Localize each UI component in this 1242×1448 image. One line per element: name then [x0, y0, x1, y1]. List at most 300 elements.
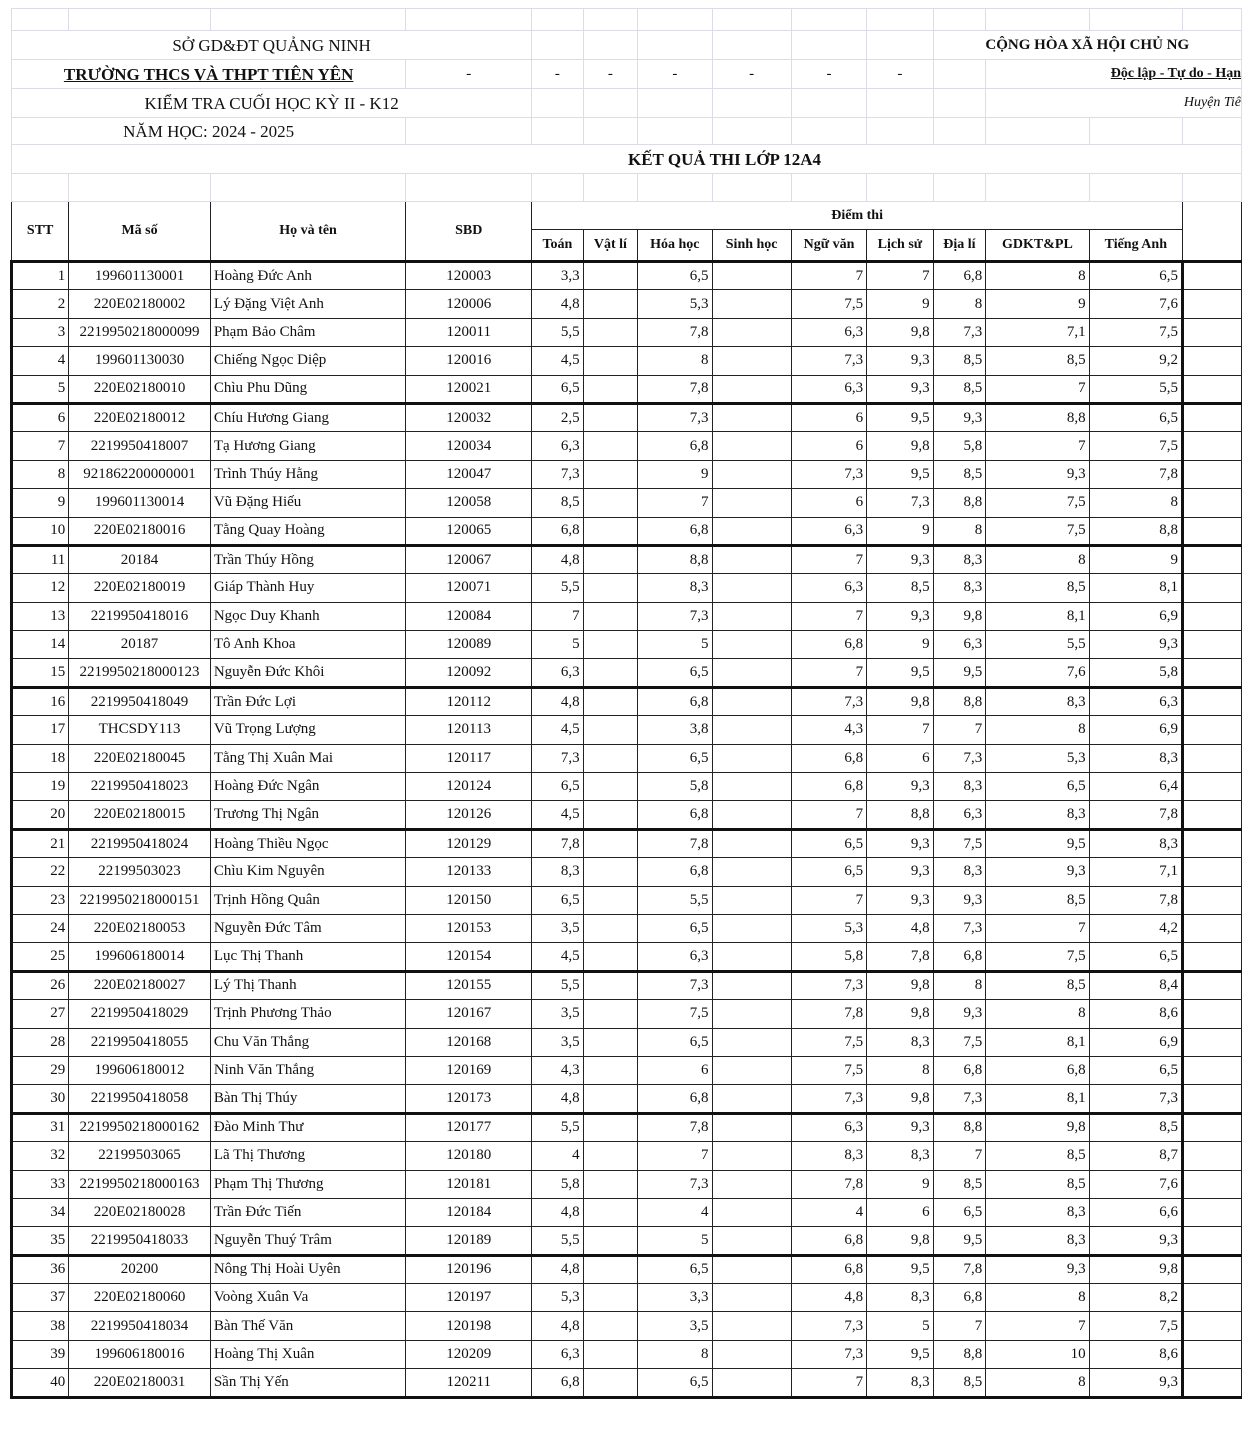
cell-sinhhoc — [712, 1198, 791, 1226]
cell-vatli — [583, 517, 637, 545]
cell-lichsu: 7 — [867, 716, 933, 744]
cell-toan: 8,5 — [532, 489, 583, 517]
cell-hoahoc: 6,5 — [638, 744, 712, 772]
cell-hoten: Trịnh Phương Thảo — [210, 1000, 405, 1028]
cell-toan: 6,5 — [532, 773, 583, 801]
col-hoahoc: Hóa học — [638, 230, 712, 262]
cell-empty — [1183, 1056, 1242, 1084]
cell-gdkt: 8,1 — [986, 602, 1089, 630]
cell-hoahoc: 7,8 — [638, 318, 712, 346]
cell-hoahoc: 6,5 — [638, 1369, 712, 1397]
cell-vatli — [583, 1056, 637, 1084]
cell-diali: 7,5 — [933, 829, 986, 857]
cell-lichsu: 8,3 — [867, 1142, 933, 1170]
cell-hoahoc: 6,8 — [638, 858, 712, 886]
cell-hoahoc: 7 — [638, 1142, 712, 1170]
cell-nguvan: 6,3 — [791, 574, 866, 602]
cell-empty — [1183, 801, 1242, 829]
cell-toan: 5 — [532, 631, 583, 659]
cell-maso: 20200 — [69, 1255, 211, 1283]
cell-gdkt: 8,5 — [986, 1170, 1089, 1198]
cell-gdkt: 8 — [986, 545, 1089, 573]
cell-lichsu: 9,5 — [867, 460, 933, 488]
page-title: KẾT QUẢ THI LỚP 12A4 — [12, 145, 1242, 174]
cell-toan: 4,5 — [532, 801, 583, 829]
cell-diali: 8,5 — [933, 460, 986, 488]
cell-sinhhoc — [712, 1142, 791, 1170]
cell-lichsu: 9 — [867, 631, 933, 659]
cell-diali: 7,3 — [933, 914, 986, 942]
cell-hoten: Đào Minh Thư — [210, 1113, 405, 1141]
cell-stt: 16 — [12, 687, 69, 715]
cell-gdkt: 7 — [986, 1312, 1089, 1340]
cell-tienganh: 8,5 — [1089, 1113, 1182, 1141]
cell-sbd: 120006 — [406, 290, 532, 318]
cell-nguvan: 7,3 — [791, 1085, 866, 1113]
cell-toan: 6,5 — [532, 886, 583, 914]
cell-nguvan: 6,8 — [791, 631, 866, 659]
cell-vatli — [583, 858, 637, 886]
cell-vatli — [583, 971, 637, 999]
table-row — [12, 262, 1242, 290]
cell-diali: 6,8 — [933, 943, 986, 971]
cell-diali: 6,5 — [933, 1198, 986, 1226]
cell-stt: 21 — [12, 829, 69, 857]
table-row — [12, 1312, 1242, 1340]
cell-stt: 24 — [12, 914, 69, 942]
cell-hoten: Hoàng Thị Xuân — [210, 1340, 405, 1368]
cell-toan: 6,8 — [532, 517, 583, 545]
cell-sinhhoc — [712, 375, 791, 403]
cell-tienganh: 5,8 — [1089, 659, 1182, 687]
cell-vatli — [583, 1369, 637, 1397]
cell-sbd: 120155 — [406, 971, 532, 999]
cell-hoahoc: 3,8 — [638, 716, 712, 744]
table-row — [12, 971, 1242, 999]
cell-maso: 2219950418024 — [69, 829, 211, 857]
cell-toan: 5,5 — [532, 1113, 583, 1141]
cell-lichsu: 9,8 — [867, 687, 933, 715]
table-row — [12, 1198, 1242, 1226]
cell-empty — [1183, 1142, 1242, 1170]
cell-hoahoc: 4 — [638, 1198, 712, 1226]
dash-mark: - — [791, 60, 866, 89]
cell-tienganh: 8 — [1089, 489, 1182, 517]
cell-vatli — [583, 943, 637, 971]
cell-toan: 6,5 — [532, 375, 583, 403]
cell-nguvan: 7 — [791, 262, 866, 290]
cell-gdkt: 7,5 — [986, 517, 1089, 545]
cell-vatli — [583, 1255, 637, 1283]
cell-toan: 7,3 — [532, 460, 583, 488]
cell-hoten: Trình Thúy Hằng — [210, 460, 405, 488]
cell-stt: 26 — [12, 971, 69, 999]
cell-gdkt: 8 — [986, 1000, 1089, 1028]
cell-lichsu: 7 — [867, 262, 933, 290]
cell-nguvan: 6,8 — [791, 1255, 866, 1283]
cell-sinhhoc — [712, 886, 791, 914]
cell-nguvan: 6,8 — [791, 773, 866, 801]
table-row — [12, 1170, 1242, 1198]
cell-sbd: 120181 — [406, 1170, 532, 1198]
cell-maso: THCSDY113 — [69, 716, 211, 744]
cell-lichsu: 8,8 — [867, 801, 933, 829]
cell-diali: 8,3 — [933, 858, 986, 886]
cell-diali: 8,5 — [933, 347, 986, 375]
motto: Độc lập - Tự do - Hạn — [986, 60, 1242, 89]
cell-sinhhoc — [712, 262, 791, 290]
table-row — [12, 290, 1242, 318]
cell-maso: 220E02180012 — [69, 403, 211, 431]
table-row — [12, 1028, 1242, 1056]
dash-mark: - — [638, 60, 712, 89]
cell-stt: 35 — [12, 1227, 69, 1255]
cell-sbd: 120167 — [406, 1000, 532, 1028]
cell-diali: 9,8 — [933, 602, 986, 630]
cell-lichsu: 9,5 — [867, 403, 933, 431]
cell-empty — [1183, 773, 1242, 801]
cell-sinhhoc — [712, 829, 791, 857]
cell-maso: 22199503065 — [69, 1142, 211, 1170]
cell-stt: 2 — [12, 290, 69, 318]
cell-toan: 7,3 — [532, 744, 583, 772]
cell-tienganh: 7,5 — [1089, 432, 1182, 460]
cell-empty — [1183, 489, 1242, 517]
cell-sbd: 120112 — [406, 687, 532, 715]
cell-tienganh: 8,7 — [1089, 1142, 1182, 1170]
cell-diali: 6,8 — [933, 1284, 986, 1312]
cell-hoahoc: 3,5 — [638, 1312, 712, 1340]
table-row — [12, 1255, 1242, 1283]
cell-toan: 7 — [532, 602, 583, 630]
cell-diali: 9,5 — [933, 1227, 986, 1255]
cell-gdkt: 8,5 — [986, 971, 1089, 999]
cell-gdkt: 6,8 — [986, 1056, 1089, 1084]
cell-vatli — [583, 1312, 637, 1340]
cell-nguvan: 7 — [791, 602, 866, 630]
cell-hoahoc: 9 — [638, 460, 712, 488]
table-row — [12, 858, 1242, 886]
cell-empty — [1183, 631, 1242, 659]
cell-sbd: 120058 — [406, 489, 532, 517]
cell-lichsu: 9,3 — [867, 1113, 933, 1141]
results-table — [10, 8, 1242, 1399]
cell-hoten: Nguyễn Thuý Trâm — [210, 1227, 405, 1255]
cell-lichsu: 4,8 — [867, 914, 933, 942]
cell-stt: 31 — [12, 1113, 69, 1141]
cell-sbd: 120197 — [406, 1284, 532, 1312]
cell-empty — [1183, 1255, 1242, 1283]
cell-gdkt: 9,3 — [986, 460, 1089, 488]
cell-vatli — [583, 290, 637, 318]
cell-diali: 7,3 — [933, 1085, 986, 1113]
table-row — [12, 943, 1242, 971]
cell-maso: 199601130001 — [69, 262, 211, 290]
cell-tienganh: 6,5 — [1089, 403, 1182, 431]
cell-lichsu: 9,8 — [867, 1085, 933, 1113]
cell-nguvan: 7,8 — [791, 1000, 866, 1028]
cell-lichsu: 9,3 — [867, 773, 933, 801]
cell-hoahoc: 8,3 — [638, 574, 712, 602]
cell-stt: 23 — [12, 886, 69, 914]
dash-mark: - — [712, 60, 791, 89]
cell-nguvan: 7,3 — [791, 460, 866, 488]
cell-hoten: Bàn Thị Thúy — [210, 1085, 405, 1113]
cell-hoten: Bàn Thế Văn — [210, 1312, 405, 1340]
cell-empty — [1183, 1113, 1242, 1141]
cell-toan: 5,3 — [532, 1284, 583, 1312]
cell-stt: 19 — [12, 773, 69, 801]
cell-diali: 9,3 — [933, 886, 986, 914]
table-row — [12, 1340, 1242, 1368]
cell-gdkt: 8,5 — [986, 347, 1089, 375]
cell-tienganh: 7,8 — [1089, 801, 1182, 829]
cell-vatli — [583, 773, 637, 801]
cell-sinhhoc — [712, 403, 791, 431]
cell-tienganh: 9,3 — [1089, 631, 1182, 659]
cell-hoahoc: 6,5 — [638, 914, 712, 942]
cell-nguvan: 7,3 — [791, 1340, 866, 1368]
cell-maso: 921862200000001 — [69, 460, 211, 488]
cell-sinhhoc — [712, 318, 791, 346]
cell-stt: 9 — [12, 489, 69, 517]
cell-hoahoc: 7,5 — [638, 1000, 712, 1028]
cell-sinhhoc — [712, 943, 791, 971]
cell-nguvan: 5,3 — [791, 914, 866, 942]
cell-sinhhoc — [712, 489, 791, 517]
cell-stt: 22 — [12, 858, 69, 886]
cell-hoahoc: 8,8 — [638, 545, 712, 573]
cell-lichsu: 9,3 — [867, 545, 933, 573]
cell-diali: 8,5 — [933, 375, 986, 403]
cell-lichsu: 7,8 — [867, 943, 933, 971]
cell-gdkt: 8,3 — [986, 687, 1089, 715]
cell-maso: 220E02180015 — [69, 801, 211, 829]
cell-sbd: 120209 — [406, 1340, 532, 1368]
cell-sbd: 120021 — [406, 375, 532, 403]
cell-hoten: Phạm Thị Thương — [210, 1170, 405, 1198]
cell-sinhhoc — [712, 432, 791, 460]
cell-stt: 33 — [12, 1170, 69, 1198]
cell-vatli — [583, 1113, 637, 1141]
cell-diali: 6,3 — [933, 631, 986, 659]
cell-lichsu: 9,5 — [867, 659, 933, 687]
cell-stt: 7 — [12, 432, 69, 460]
cell-hoten: Vũ Đặng Hiếu — [210, 489, 405, 517]
cell-sbd: 120168 — [406, 1028, 532, 1056]
cell-sinhhoc — [712, 1170, 791, 1198]
cell-lichsu: 9,3 — [867, 886, 933, 914]
cell-hoten: Hoàng Thiều Ngọc — [210, 829, 405, 857]
cell-nguvan: 7,5 — [791, 290, 866, 318]
cell-diali: 7,5 — [933, 1028, 986, 1056]
cell-hoten: Tằng Thị Xuân Mai — [210, 744, 405, 772]
cell-sbd: 120032 — [406, 403, 532, 431]
cell-tienganh: 8,4 — [1089, 971, 1182, 999]
table-row — [12, 460, 1242, 488]
cell-sinhhoc — [712, 1369, 791, 1397]
cell-nguvan: 6,5 — [791, 829, 866, 857]
cell-sbd: 120034 — [406, 432, 532, 460]
cell-vatli — [583, 1227, 637, 1255]
cell-lichsu: 9,8 — [867, 318, 933, 346]
cell-vatli — [583, 801, 637, 829]
cell-gdkt: 5,3 — [986, 744, 1089, 772]
cell-nguvan: 4,8 — [791, 1284, 866, 1312]
cell-stt: 27 — [12, 1000, 69, 1028]
cell-hoten: Ngọc Duy Khanh — [210, 602, 405, 630]
cell-hoten: Lý Thị Thanh — [210, 971, 405, 999]
cell-toan: 6,3 — [532, 1340, 583, 1368]
exam-name: KIỂM TRA CUỐI HỌC KỲ II - K12 — [12, 89, 532, 118]
cell-empty — [1183, 545, 1242, 573]
cell-sbd: 120150 — [406, 886, 532, 914]
cell-nguvan: 7,5 — [791, 1028, 866, 1056]
cell-vatli — [583, 1142, 637, 1170]
cell-empty — [1183, 744, 1242, 772]
cell-vatli — [583, 318, 637, 346]
dash-mark: - — [406, 60, 532, 89]
department-name: SỞ GD&ĐT QUẢNG NINH — [12, 31, 532, 60]
table-row — [12, 602, 1242, 630]
cell-nguvan: 7 — [791, 659, 866, 687]
cell-tienganh: 8,1 — [1089, 574, 1182, 602]
cell-lichsu: 8 — [867, 1056, 933, 1084]
cell-maso: 2219950218000151 — [69, 886, 211, 914]
table-row — [12, 801, 1242, 829]
col-toan: Toán — [532, 230, 583, 262]
cell-hoahoc: 7,3 — [638, 1170, 712, 1198]
cell-lichsu: 9,3 — [867, 375, 933, 403]
cell-hoten: Hoàng Đức Ngân — [210, 773, 405, 801]
col-sbd: SBD — [406, 202, 532, 262]
cell-stt: 37 — [12, 1284, 69, 1312]
col-lichsu: Lịch sử — [867, 230, 933, 262]
cell-sinhhoc — [712, 971, 791, 999]
table-row — [12, 1142, 1242, 1170]
cell-diali: 5,8 — [933, 432, 986, 460]
cell-vatli — [583, 744, 637, 772]
cell-vatli — [583, 1340, 637, 1368]
cell-maso: 220E02180002 — [69, 290, 211, 318]
cell-gdkt: 7,5 — [986, 489, 1089, 517]
cell-gdkt: 6,5 — [986, 773, 1089, 801]
cell-nguvan: 7,8 — [791, 1170, 866, 1198]
cell-hoahoc: 6,5 — [638, 262, 712, 290]
cell-hoahoc: 7,8 — [638, 829, 712, 857]
cell-vatli — [583, 403, 637, 431]
table-row — [12, 375, 1242, 403]
cell-stt: 18 — [12, 744, 69, 772]
cell-gdkt: 9,5 — [986, 829, 1089, 857]
cell-gdkt: 8,8 — [986, 403, 1089, 431]
cell-lichsu: 9 — [867, 290, 933, 318]
table-row — [12, 489, 1242, 517]
cell-empty — [1183, 318, 1242, 346]
cell-gdkt: 8 — [986, 1284, 1089, 1312]
table-row — [12, 1113, 1242, 1141]
cell-hoahoc: 5,5 — [638, 886, 712, 914]
cell-hoahoc: 6,3 — [638, 943, 712, 971]
cell-diali: 8,5 — [933, 1170, 986, 1198]
cell-tienganh: 9,3 — [1089, 1227, 1182, 1255]
cell-maso: 220E02180016 — [69, 517, 211, 545]
cell-sbd: 120198 — [406, 1312, 532, 1340]
cell-empty — [1183, 1284, 1242, 1312]
cell-tienganh: 8,2 — [1089, 1284, 1182, 1312]
cell-empty — [1183, 574, 1242, 602]
cell-tienganh: 8,8 — [1089, 517, 1182, 545]
cell-toan: 4,5 — [532, 347, 583, 375]
cell-lichsu: 8,5 — [867, 574, 933, 602]
table-row — [12, 659, 1242, 687]
cell-sbd: 120071 — [406, 574, 532, 602]
cell-lichsu: 9,3 — [867, 602, 933, 630]
cell-maso: 2219950418023 — [69, 773, 211, 801]
cell-diali: 8,3 — [933, 545, 986, 573]
cell-empty — [1183, 1369, 1242, 1397]
cell-toan: 4,8 — [532, 1198, 583, 1226]
cell-sinhhoc — [712, 1113, 791, 1141]
cell-sbd: 120016 — [406, 347, 532, 375]
cell-hoahoc: 7 — [638, 489, 712, 517]
cell-tienganh: 4,2 — [1089, 914, 1182, 942]
cell-stt: 39 — [12, 1340, 69, 1368]
cell-stt: 34 — [12, 1198, 69, 1226]
cell-sbd: 120133 — [406, 858, 532, 886]
cell-empty — [1183, 432, 1242, 460]
col-hoten: Họ và tên — [210, 202, 405, 262]
cell-diali: 9,3 — [933, 403, 986, 431]
cell-sinhhoc — [712, 1000, 791, 1028]
cell-maso: 20184 — [69, 545, 211, 573]
cell-nguvan: 6,8 — [791, 1227, 866, 1255]
cell-hoahoc: 8 — [638, 347, 712, 375]
cell-tienganh: 6,5 — [1089, 1056, 1182, 1084]
cell-nguvan: 7,3 — [791, 971, 866, 999]
cell-hoahoc: 7,3 — [638, 403, 712, 431]
cell-gdkt: 5,5 — [986, 631, 1089, 659]
col-maso: Mã số — [69, 202, 211, 262]
cell-empty — [1183, 517, 1242, 545]
cell-sinhhoc — [712, 1056, 791, 1084]
table-row — [12, 631, 1242, 659]
cell-sbd: 120153 — [406, 914, 532, 942]
cell-sbd: 120211 — [406, 1369, 532, 1397]
school-name: TRƯỜNG THCS VÀ THPT TIÊN YÊN — [12, 60, 406, 89]
cell-sinhhoc — [712, 1255, 791, 1283]
cell-diali: 6,3 — [933, 801, 986, 829]
cell-stt: 15 — [12, 659, 69, 687]
cell-vatli — [583, 489, 637, 517]
cell-hoahoc: 7,3 — [638, 602, 712, 630]
cell-sinhhoc — [712, 858, 791, 886]
cell-empty — [1183, 347, 1242, 375]
cell-hoten: Tô Anh Khoa — [210, 631, 405, 659]
cell-vatli — [583, 1198, 637, 1226]
table-row — [12, 829, 1242, 857]
col-sinhhoc: Sinh học — [712, 230, 791, 262]
cell-sinhhoc — [712, 1028, 791, 1056]
cell-maso: 22199503023 — [69, 858, 211, 886]
cell-sbd: 120173 — [406, 1085, 532, 1113]
cell-empty — [1183, 1198, 1242, 1226]
cell-tienganh: 7,8 — [1089, 886, 1182, 914]
cell-toan: 3,5 — [532, 914, 583, 942]
cell-maso: 199601130030 — [69, 347, 211, 375]
cell-tienganh: 6,5 — [1089, 262, 1182, 290]
cell-tienganh: 7,8 — [1089, 460, 1182, 488]
